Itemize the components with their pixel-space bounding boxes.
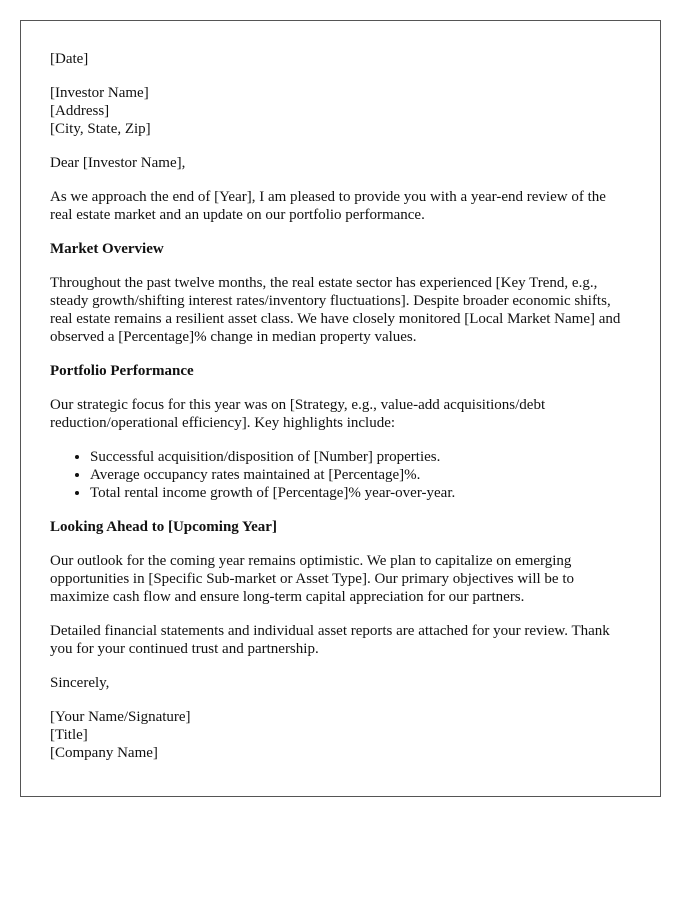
- signature-company: [Company Name]: [50, 745, 158, 761]
- signature-title: [Title]: [50, 727, 88, 743]
- highlights-list: [50, 448, 632, 502]
- letter-page: [20, 20, 661, 797]
- sign-off: Sincerely,: [50, 675, 110, 691]
- intro-paragraph: As we approach the end of [Year], I am pleased to provide you with a year-end review of the real estate market and an update on our portfolio performance.: [50, 189, 606, 223]
- recipient-address: [Address]: [50, 103, 110, 119]
- list-item: • Successful acquisition/disposition of [Number] properties.: [90, 448, 632, 466]
- salutation: Dear [Investor Name],: [50, 155, 186, 171]
- letter-date: [Date]: [50, 51, 89, 67]
- looking-ahead-heading: Looking Ahead to [Upcoming Year]: [50, 519, 277, 535]
- list-item: • Total rental income growth of [Percentage]% year-over-year.: [90, 484, 632, 502]
- portfolio-performance-heading: Portfolio Performance: [50, 363, 194, 379]
- signature-name: [Your Name/Signature]: [50, 709, 191, 725]
- recipient-address-block: [50, 84, 632, 138]
- signature-block: [50, 708, 632, 762]
- closing-paragraph: Detailed financial statements and individual asset reports are attached for your review. Thank you for your continued trust and partnership.: [50, 623, 610, 657]
- market-overview-heading: Market Overview: [50, 241, 164, 257]
- recipient-city-state-zip: [City, State, Zip]: [50, 121, 151, 137]
- portfolio-performance-paragraph: Our strategic focus for this year was on [Strategy, e.g., value-add acquisitions/debt reduction/operational efficiency]. Key highlights include:: [50, 397, 546, 431]
- list-item: • Average occupancy rates maintained at [Percentage]%.: [90, 466, 632, 484]
- market-overview-paragraph: Throughout the past twelve months, the real estate sector has experienced [Key Trend, e.g., steady growth/shifting interest rates/inventory fluctuations]. Despite broader economic shifts, real estate remains a resilient asset class. We have closely monitored [Local Market Name] and observed a [Percentage]% change in median property values.: [50, 275, 621, 345]
- looking-ahead-paragraph: Our outlook for the coming year remains optimistic. We plan to capitalize on emerging opportunities in [Specific Sub-market or Asset Type]. Our primary objectives will be to maximize cash flow and ensure long-term capital appreciation for our partners.: [50, 553, 574, 605]
- recipient-name: [Investor Name]: [50, 85, 149, 101]
